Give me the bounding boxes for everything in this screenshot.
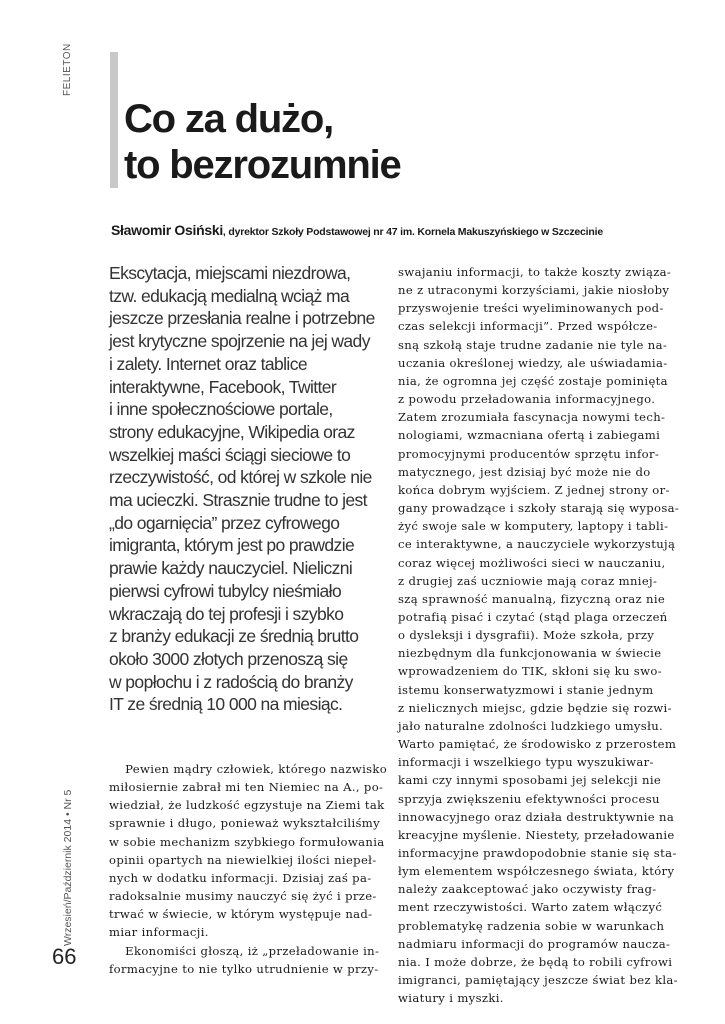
text-line: żyć swoje sale w komputery, laptopy i tabli- <box>398 519 669 534</box>
text-line: interaktywne, Facebook, Twitter <box>109 376 337 397</box>
text-line: coraz więcej możliwości sieci w nauczaniu, <box>398 555 666 570</box>
text-line: rzeczywistość, od której w szkole nie <box>109 467 372 488</box>
author-affiliation: , dyrektor Szkoły Podstawowej nr 47 im. Kornela Makuszyńskiego w Szczecinie <box>222 226 603 238</box>
text-line: uczania określonej wiedzy, ale uświadamia- <box>398 355 668 370</box>
text-line: miar informacji. <box>109 925 209 940</box>
text-line: i zalety. Internet oraz tablice <box>109 353 307 374</box>
text-line: imigranci, pamiętający jeszcze świat bez kla- <box>398 973 678 988</box>
text-line: trwać w świecie, w którym występuje nad- <box>109 907 373 922</box>
text-line: IT ze średnią 10 000 na miesiąc. <box>109 694 343 715</box>
text-line: ne z utraconymi korzyściami, jakie niosłoby <box>398 283 670 298</box>
text-line: strony edukacyjne, Wikipedia oraz <box>109 421 355 442</box>
text-line: Zatem zrozumiała fascynacja nowymi tech- <box>398 410 666 425</box>
text-line: nia, że ogromna jej część zostaje pominięta <box>398 373 668 388</box>
text-line: innowacyjnego oraz działa destruktywnie na <box>398 809 675 824</box>
text-line: w popłochu i z radością do branży <box>109 671 353 692</box>
text-line: łym elementem współczesnego świata, który <box>398 864 675 879</box>
text-line: Ekscytacja, miejscami niezdrowa, <box>109 263 351 283</box>
text-line: formacyjne to nie tylko utrudnienie w przy- <box>109 961 379 976</box>
text-line: kreacyjne myślenie. Niestety, przeładowanie <box>398 827 675 842</box>
text-line: gany prowadzące i szkoły starają się wyposa- <box>398 501 680 516</box>
text-line: ment rzeczywistości. Warto zatem włączyć <box>398 900 663 915</box>
text-line: nadmiaru informacji do programów naucza- <box>398 936 671 951</box>
text-line: czas selekcji informacji”. Przed współcze- <box>398 319 658 334</box>
text-line: Pewien mądry człowiek, którego nazwisko <box>109 762 388 776</box>
text-line: wkraczają do tej profesji i szybko <box>109 603 344 624</box>
text-line: przyswojenie treści wyeliminowanych pod- <box>398 301 664 316</box>
text-line: istemu konserwatyzmowi i stanie jednym <box>398 682 654 697</box>
text-line: radoksalnie musimy nauczyć się żyć i prze- <box>109 889 377 904</box>
text-line: ce interaktywne, a nauczyciele wykorzystują <box>398 537 676 552</box>
title-accent-bar <box>110 52 118 188</box>
text-line: o dysleksji i dysgrafii). Może szkoła, przy <box>398 628 655 643</box>
title-line-2: to bezrozumnie <box>124 143 401 187</box>
text-line: miłosiernie zabrał mi ten Niemiec na A., po- <box>109 780 384 795</box>
issue-label: Wrzesień/Październik 2014 • Nr 5 <box>62 789 74 946</box>
text-line: prawie każdy nauczyciel. Nieliczni <box>109 558 353 579</box>
text-line: Warto pamiętać, że środowisko z przerostem <box>398 737 677 752</box>
text-line: opinii opartych na niewielkiej ilości niepeł- <box>109 852 377 867</box>
text-line: w sobie mechanizm szybkiego formułowania <box>109 834 385 849</box>
text-line: jest krytyczne spojrzenie na jej wady <box>109 331 370 352</box>
text-line: ma ucieczki. Strasznie trudne to jest <box>109 490 367 511</box>
text-line: informacyjne prawdopodobnie stanie się sta- <box>398 846 677 860</box>
text-line: i inne społecznościowe portale, <box>109 399 333 420</box>
text-line: potrafią pisać i czytać (stąd plaga orzeczeń <box>398 609 668 624</box>
text-line: końca dobrym wyjściem. Z jednej strony or- <box>398 482 670 497</box>
text-line: imigranta, którym jest po prawdzie <box>109 535 355 556</box>
lead-paragraph <box>109 262 379 716</box>
text-line: nologiami, wzmacniana ofertą i zabiegami <box>398 428 661 443</box>
text-line: pierwsi cyfrowi tubylcy nieśmiało <box>109 580 342 601</box>
text-line: szą sprawność manualną, fizyczną oraz nie <box>398 591 666 606</box>
text-line: jało naturalne zdolności ludzkiego umysłu. <box>398 718 664 733</box>
text-line: swajaniu informacji, to także koszty związa- <box>398 265 672 279</box>
text-line: wiedział, że ludzkość egzystuje na Ziemi tak <box>109 798 385 813</box>
body-column-left <box>109 760 388 978</box>
text-line: sprawnie i długo, ponieważ wykształciliśmy <box>109 816 381 831</box>
text-line: nia. I może dobrze, że będą to robili cyfrowi <box>398 954 673 969</box>
text-line: matycznego, jest dzisiaj być może nie do <box>398 464 651 479</box>
text-line: z branży edukacji ze średnią brutto <box>109 626 359 647</box>
text-line: informacji i wszelkiego typu wyszukiwar- <box>398 755 654 770</box>
text-line: około 3000 złotych przenoszą się <box>109 648 348 669</box>
text-line: sprzyja zwiększeniu efektywności procesu <box>398 791 660 806</box>
text-line: wszelkiej maści ściągi sieciowe to <box>109 444 351 465</box>
text-line: Ekonomiści głoszą, iż „przeładowanie in- <box>109 943 380 958</box>
text-line: z nielicznych miejsc, gdzie będzie się rozwi- <box>398 700 672 715</box>
section-label: FELIETON <box>62 43 73 96</box>
text-line: wiatury i myszki. <box>398 991 504 1006</box>
text-line: niezbędnym dla funkcjonowania w świecie <box>398 646 662 661</box>
byline <box>111 222 603 238</box>
text-line: sną szkołą staje trudne zadanie nie tyle na- <box>398 337 668 352</box>
text-line: „do ogarnięcia” przez cyfrowego <box>109 512 340 533</box>
text-line: wprowadzeniem do TIK, skłoni się ku swo- <box>398 664 662 679</box>
body-column-right <box>398 263 680 1007</box>
author-name: Sławomir Osiński <box>111 222 223 238</box>
text-line: jeszcze przesłania realne i potrzebne <box>109 308 375 329</box>
text-line: promocyjnymi producentów sprzętu infor- <box>398 446 660 461</box>
title-line-1: Co za dużo, <box>124 97 334 141</box>
text-line: z drugiej zaś uczniowie mają coraz mniej- <box>398 573 658 588</box>
text-line: kami czy innymi sposobami jej selekcji nie <box>398 773 662 788</box>
text-line: tzw. edukacją medialną wciąż ma <box>109 285 350 306</box>
text-line: nych w dodatku informacji. Dzisiaj zaś pa- <box>109 870 372 885</box>
page-number: 66 <box>52 944 77 969</box>
text-line: należy zaakceptować jako oczywisty frag- <box>398 882 657 897</box>
text-line: problematykę radzenia sobie w warunkach <box>398 918 665 933</box>
article-title <box>124 96 401 188</box>
text-line: z powodu przeładowania informacyjnego. <box>398 392 656 407</box>
